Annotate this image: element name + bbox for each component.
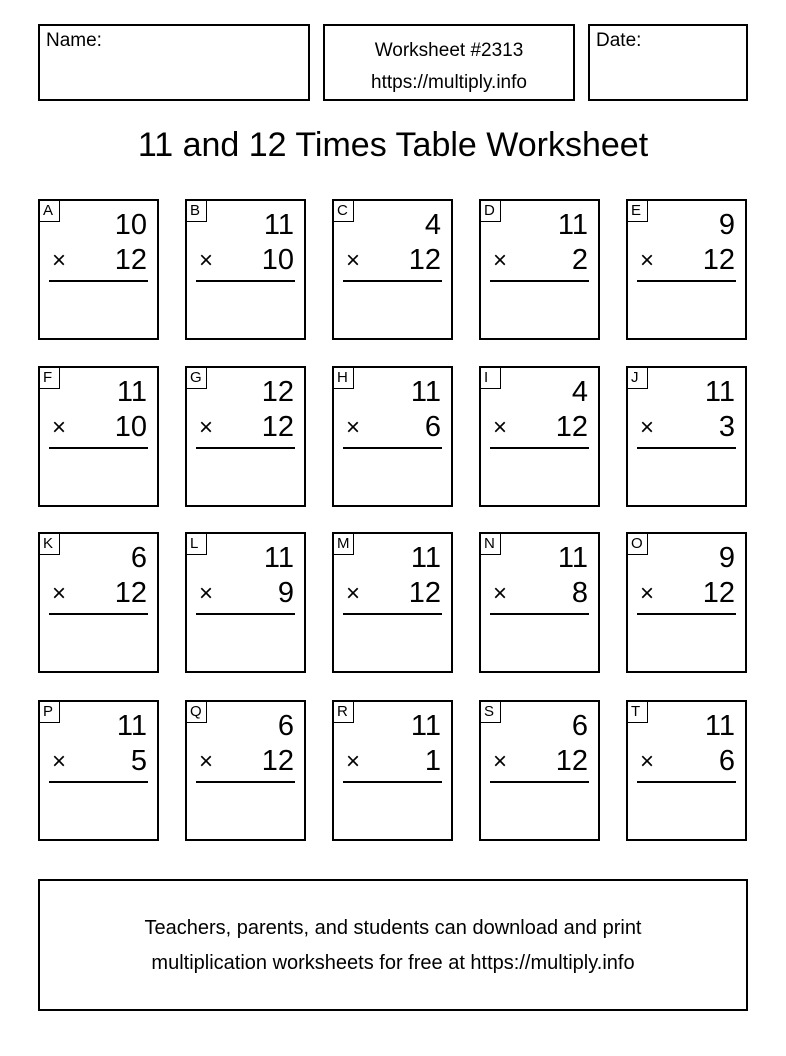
problem-letter: K (40, 534, 60, 555)
name-label: Name: (46, 30, 102, 51)
answer-line (637, 613, 736, 615)
footer-box (38, 879, 748, 1011)
problem-box[interactable] (332, 532, 453, 673)
problem-letter: M (334, 534, 354, 555)
times-sign: × (640, 247, 655, 274)
times-sign: × (52, 580, 67, 607)
times-sign: × (640, 748, 655, 775)
multiplier: 12 (408, 244, 441, 276)
multiplicand: 6 (571, 710, 588, 742)
answer-line (343, 613, 442, 615)
problem-letter: H (334, 368, 354, 389)
multiplier: 12 (702, 244, 735, 276)
multiplicand: 11 (704, 376, 735, 408)
answer-line (49, 781, 148, 783)
problem-letter: D (481, 201, 501, 222)
answer-line (196, 781, 295, 783)
multiplier: 2 (571, 244, 588, 276)
multiplicand: 11 (557, 209, 588, 241)
problem-letter: P (40, 702, 60, 723)
multiplier: 12 (114, 244, 147, 276)
problem-box[interactable] (626, 366, 747, 507)
answer-line (490, 781, 589, 783)
times-sign: × (346, 247, 361, 274)
times-sign: × (199, 580, 214, 607)
problem-letter: A (40, 201, 60, 222)
problem-letter: F (40, 368, 60, 389)
date-field-box[interactable] (588, 24, 748, 101)
multiplier: 8 (571, 577, 588, 609)
problem-letter: C (334, 201, 354, 222)
times-sign: × (199, 247, 214, 274)
times-sign: × (199, 748, 214, 775)
times-sign: × (346, 748, 361, 775)
multiplicand: 9 (718, 542, 735, 574)
answer-line (490, 280, 589, 282)
answer-line (637, 447, 736, 449)
answer-line (196, 613, 295, 615)
multiplier: 12 (261, 411, 294, 443)
multiplier: 12 (702, 577, 735, 609)
problem-letter: N (481, 534, 501, 555)
problem-box[interactable] (332, 700, 453, 841)
times-sign: × (493, 748, 508, 775)
multiplier: 6 (718, 745, 735, 777)
times-sign: × (493, 247, 508, 274)
problem-box[interactable] (479, 199, 600, 340)
multiplier: 3 (718, 411, 735, 443)
multiplicand: 4 (424, 209, 441, 241)
problem-letter: G (187, 368, 207, 389)
times-sign: × (493, 580, 508, 607)
times-sign: × (640, 414, 655, 441)
problem-letter: B (187, 201, 207, 222)
multiplicand: 6 (277, 710, 294, 742)
answer-line (196, 447, 295, 449)
footer-line-1: Teachers, parents, and students can download and print (144, 917, 642, 939)
date-label: Date: (596, 30, 642, 51)
answer-line (343, 447, 442, 449)
multiplier: 12 (114, 577, 147, 609)
problem-letter: I (481, 368, 501, 389)
problem-box[interactable] (185, 199, 306, 340)
problem-letter: R (334, 702, 354, 723)
problem-letter: E (628, 201, 648, 222)
multiplier: 5 (130, 745, 147, 777)
problem-box[interactable] (185, 700, 306, 841)
times-sign: × (640, 580, 655, 607)
times-sign: × (346, 414, 361, 441)
problem-letter: T (628, 702, 648, 723)
problem-letter: S (481, 702, 501, 723)
problem-box[interactable] (479, 366, 600, 507)
problem-box[interactable] (38, 366, 159, 507)
answer-line (490, 613, 589, 615)
multiplier: 6 (424, 411, 441, 443)
multiplier: 12 (555, 411, 588, 443)
answer-line (343, 280, 442, 282)
multiplicand: 6 (130, 542, 147, 574)
problem-box[interactable] (626, 532, 747, 673)
multiplier: 12 (408, 577, 441, 609)
times-sign: × (493, 414, 508, 441)
times-sign: × (52, 748, 67, 775)
page-title: 11 and 12 Times Table Worksheet (137, 126, 649, 164)
multiplicand: 12 (261, 376, 294, 408)
multiplicand: 11 (116, 710, 147, 742)
answer-line (49, 613, 148, 615)
name-field-box[interactable] (38, 24, 310, 101)
answer-line (637, 781, 736, 783)
multiplicand: 10 (114, 209, 147, 241)
multiplier: 1 (424, 745, 441, 777)
multiplicand: 4 (571, 376, 588, 408)
multiplicand: 11 (116, 376, 147, 408)
multiplicand: 11 (704, 710, 735, 742)
problem-box[interactable] (479, 532, 600, 673)
worksheet-info-box (323, 24, 575, 101)
multiplicand: 11 (263, 209, 294, 241)
problem-letter: O (628, 534, 648, 555)
times-sign: × (199, 414, 214, 441)
problem-box[interactable] (38, 199, 159, 340)
times-sign: × (52, 414, 67, 441)
problem-box[interactable] (479, 700, 600, 841)
problem-box[interactable] (626, 199, 747, 340)
times-sign: × (346, 580, 361, 607)
answer-line (196, 280, 295, 282)
multiplier: 12 (261, 745, 294, 777)
multiplicand: 11 (410, 542, 441, 574)
problem-letter: Q (187, 702, 207, 723)
multiplicand: 11 (410, 376, 441, 408)
multiplier: 12 (555, 745, 588, 777)
multiplicand: 11 (263, 542, 294, 574)
website-url: https://multiply.info (371, 72, 527, 93)
problem-box[interactable] (185, 366, 306, 507)
multiplier: 10 (261, 244, 294, 276)
problem-box[interactable] (332, 199, 453, 340)
problem-box[interactable] (185, 532, 306, 673)
answer-line (49, 447, 148, 449)
problem-letter: J (628, 368, 648, 389)
answer-line (49, 280, 148, 282)
answer-line (490, 447, 589, 449)
multiplier: 10 (114, 411, 147, 443)
problem-box[interactable] (626, 700, 747, 841)
problem-letter: L (187, 534, 207, 555)
footer-line-2: multiplication worksheets for free at https://multiply.info (151, 952, 635, 974)
times-sign: × (52, 247, 67, 274)
problem-box[interactable] (38, 700, 159, 841)
multiplicand: 9 (718, 209, 735, 241)
problem-box[interactable] (38, 532, 159, 673)
answer-line (637, 280, 736, 282)
problem-box[interactable] (332, 366, 453, 507)
multiplicand: 11 (557, 542, 588, 574)
multiplicand: 11 (410, 710, 441, 742)
answer-line (343, 781, 442, 783)
multiplier: 9 (277, 577, 294, 609)
worksheet-number: Worksheet #2313 (374, 40, 524, 61)
